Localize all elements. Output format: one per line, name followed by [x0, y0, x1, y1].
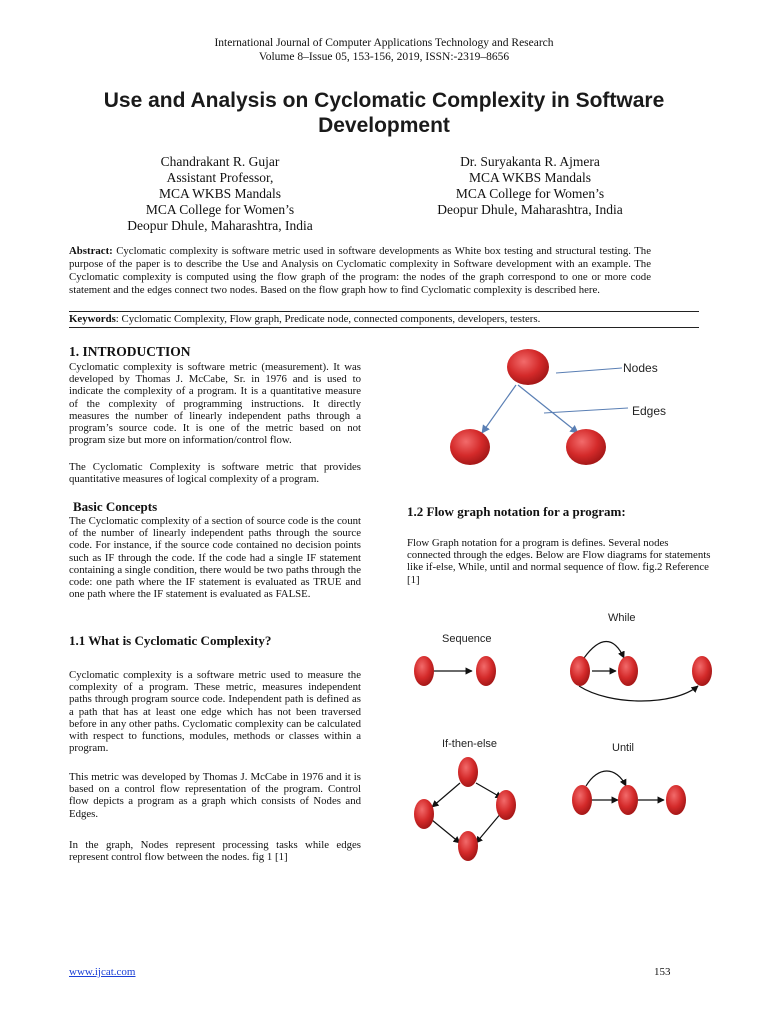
label-until: Until — [612, 742, 635, 754]
edge-right — [518, 385, 578, 433]
author-2-college: MCA College for Women’s — [455, 186, 605, 201]
until-node-1 — [572, 785, 592, 815]
journal-volume: Volume 8–Issue 05, 153-156, 2019, ISSN:-2319–8656 — [258, 51, 510, 63]
intro-paragraph-1: Cyclomatic complexity is software metric (measurement). It was developed by Thomas J. McCabe, Sr. in 1976 and is used to indicate the complexity of a program. It is a quantitative measure of the complexity of programming instructions. It directly measures the number of linearly independent paths through a program’s source code. It is one of the metric based on not program size but more on information/control flow. — [69, 361, 361, 447]
until-loop-edge — [586, 771, 626, 786]
label-while: While — [608, 612, 636, 624]
author-2-org: MCA WKBS Mandals — [468, 170, 591, 185]
abstract-text: Cyclomatic complexity is software metric used in software developments as White box testing and structural testing. The purpose of the paper is to describe the Use and Analysis on Cyclomatic complexity in Software development with an example. The Cyclomatic complexity is computed using the flow graph of the program: the nodes of the graph correspond to one or more code statement and the edges connect two nodes. Based on the flow graph how to find Cyclomatic complexity is described here. — [69, 245, 651, 296]
author-1-position: Assistant Professor, — [166, 170, 274, 185]
figure-flow-notation — [402, 600, 722, 870]
if-node-top — [458, 757, 478, 787]
edge-left — [482, 385, 516, 433]
author-block-2 — [380, 154, 680, 218]
until-node-3 — [666, 785, 686, 815]
author-2-location: Deopur Dhule, Maharashtra, India — [437, 202, 623, 217]
heading-introduction: 1. INTRODUCTION — [69, 344, 191, 359]
if-node-left — [414, 799, 434, 829]
sequence-node-1 — [414, 656, 434, 686]
label-edges: Edges — [632, 404, 667, 418]
keywords — [69, 313, 699, 326]
journal-url-link[interactable]: www.ijcat.com — [69, 966, 136, 978]
author-1-org: MCA WKBS Mandals — [158, 186, 281, 201]
author-1-name: Chandrakant R. Gujar — [160, 154, 280, 169]
author-2-name: Dr. Suryakanta R. Ajmera — [460, 154, 600, 169]
flow-graph-paragraph: Flow Graph notation for a program is defines. Several nodes connected through the edges. Below are Flow diagrams for statements like if-else, While, until and normal sequence of flow. fig.2 Reference [1] — [407, 537, 711, 586]
divider-bottom — [69, 327, 699, 328]
heading-flow-graph: 1.2 Flow graph notation for a program: — [407, 504, 626, 519]
cc-paragraph-2: This metric was developed by Thomas J. McCabe in 1976 and it is based on a control flow representation of the program. Control flow depicts a program as a graph which consists of Nodes and Edges. — [69, 771, 361, 820]
figure-nodes-edges — [432, 345, 692, 475]
node-bottom-right — [566, 429, 606, 465]
if-node-right — [496, 790, 516, 820]
until-node-2 — [618, 785, 638, 815]
abstract-label: Abstract: — [69, 245, 113, 257]
abstract — [69, 245, 651, 297]
node-bottom-left — [450, 429, 490, 465]
author-block-1 — [70, 154, 370, 234]
divider-top — [69, 311, 699, 312]
paper-title: Use and Analysis on Cyclomatic Complexity in Software Development — [103, 89, 665, 137]
journal-name: International Journal of Computer Applications Technology and Research — [214, 37, 554, 49]
label-if-then-else: If-then-else — [442, 738, 498, 750]
while-loop-edge — [584, 642, 624, 659]
if-merge-right — [476, 812, 502, 843]
author-1-college: MCA College for Women’s — [145, 202, 295, 217]
if-edge-right — [476, 783, 502, 798]
nodes-pointer — [556, 368, 622, 373]
heading-basic-concepts: Basic Concepts — [73, 499, 158, 514]
while-exit-edge — [579, 686, 698, 701]
label-nodes: Nodes — [623, 361, 658, 375]
label-sequence: Sequence — [442, 633, 492, 645]
node-top — [507, 349, 549, 385]
keywords-text: : Cyclomatic Complexity, Flow graph, Predicate node, connected components, developers, testers. — [115, 313, 541, 325]
author-1-location: Deopur Dhule, Maharashtra, India — [127, 218, 313, 233]
heading-what-is-cc: 1.1 What is Cyclomatic Complexity? — [69, 633, 272, 648]
cc-paragraph-3: In the graph, Nodes represent processing tasks while edges represent control flow between the nodes. fig 1 [1] — [69, 839, 361, 864]
while-node-2 — [618, 656, 638, 686]
if-merge-left — [432, 820, 460, 843]
intro-paragraph-2: The Cyclomatic Complexity is software metric that provides quantitative measures of logical complexity of a program. — [69, 461, 361, 486]
if-node-bottom — [458, 831, 478, 861]
while-node-1 — [570, 656, 590, 686]
if-edge-left — [432, 783, 460, 807]
sequence-node-2 — [476, 656, 496, 686]
cc-paragraph-1: Cyclomatic complexity is a software metric used to measure the complexity of a program. These metric, measures independent paths through program source code. Independent path is defined as a path that has at least one edge which has not been traversed before in any other paths. Cyclomatic complexity can be calculated with respect to functions, modules, methods or classes within a program. — [69, 669, 361, 755]
keywords-label: Keywords — [69, 313, 116, 325]
edges-pointer — [544, 408, 628, 413]
basic-paragraph: The Cyclomatic complexity of a section of source code is the count of the number of linearly independent paths through the source code. For instance, if the source code contained no decision points such as IF through the code. If the code had a single IF statement containing a single condition, there would be two paths through the code: one path where the IF statement is evaluated as TRUE and one path where the IF statement is evaluated as FALSE. — [69, 515, 361, 601]
page-number: 153 — [654, 966, 671, 978]
while-node-3 — [692, 656, 712, 686]
